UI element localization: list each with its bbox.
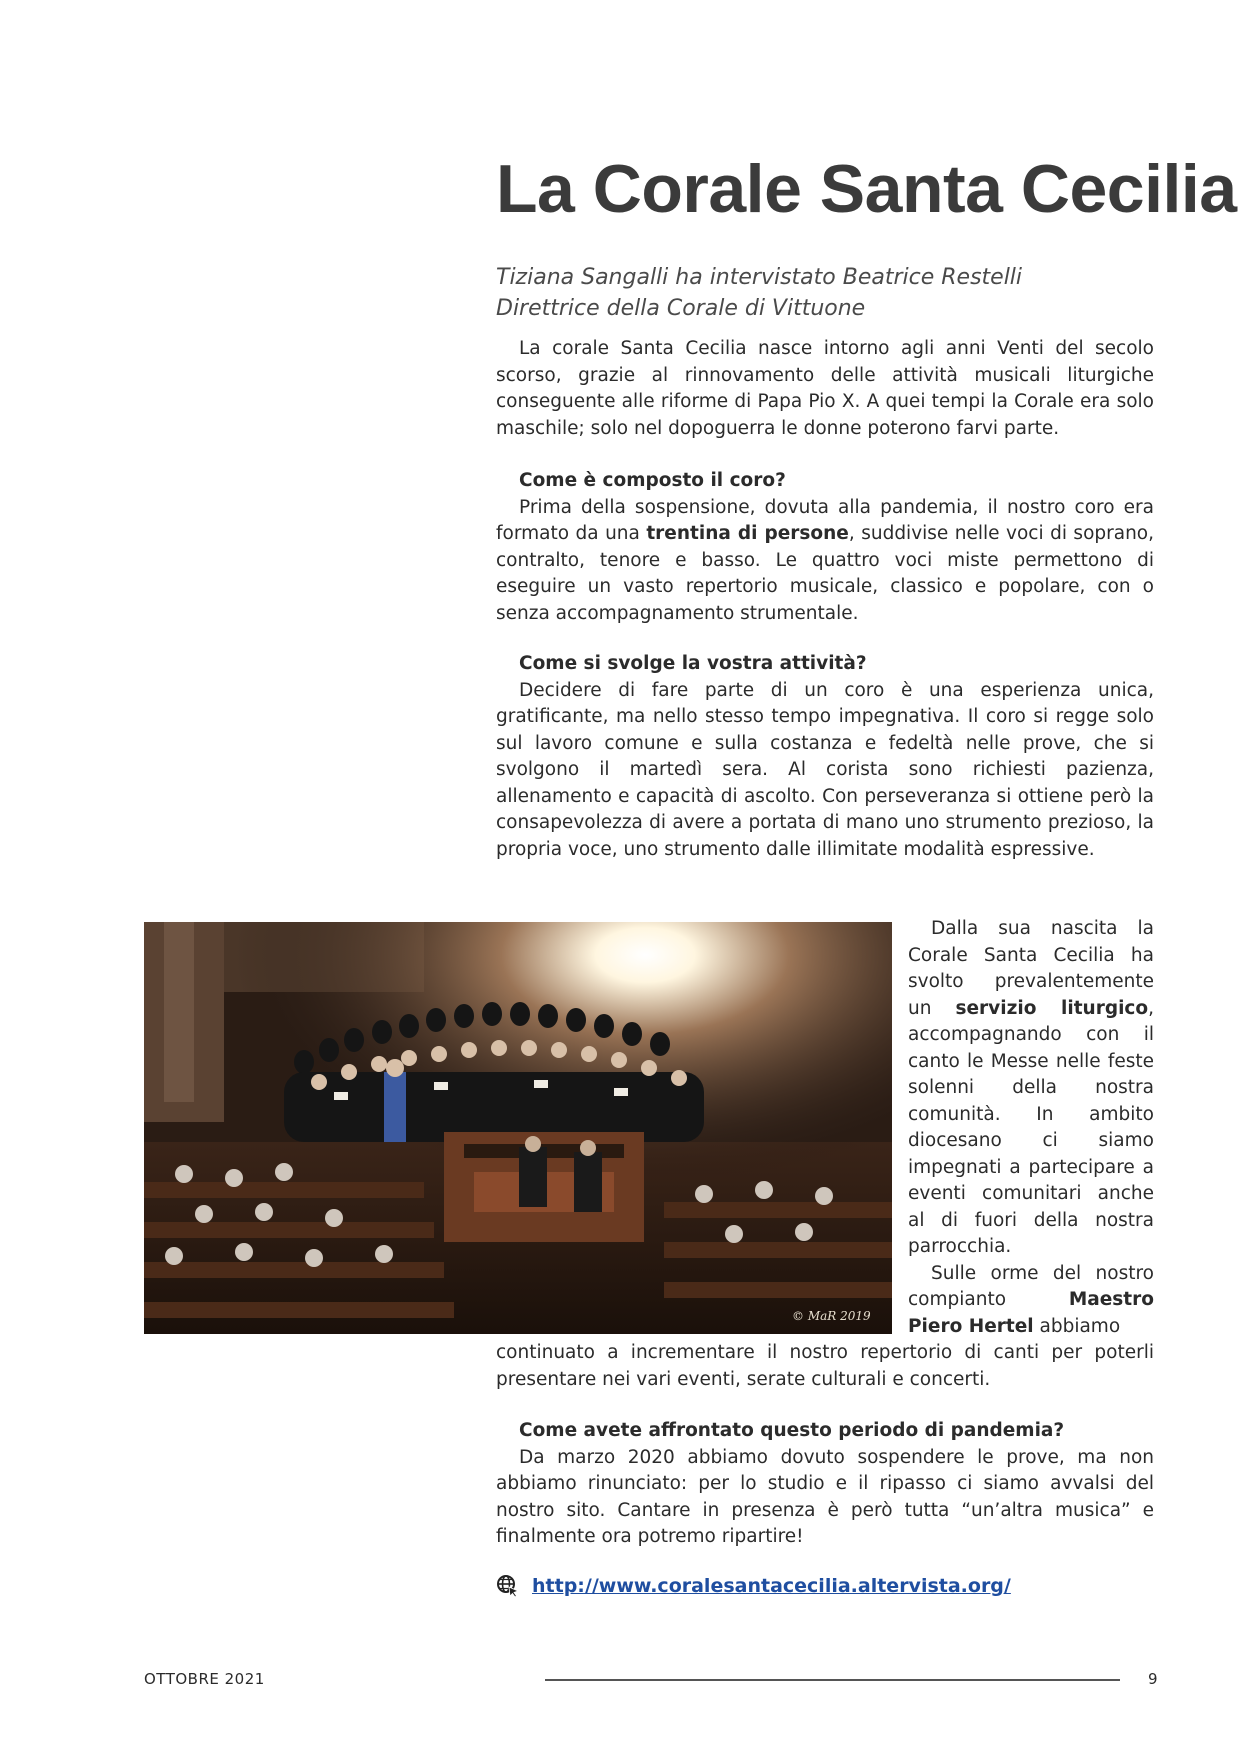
page-number: 9 [1148, 1670, 1158, 1688]
q3-answer: Da marzo 2020 abbiamo dovuto sospendere le prove, ma non abbiamo rinunciato: per lo studio e il ripasso ci siamo avvalsi del nostro sito. Cantare in presenza è però tutta “un’altra musica” e finalmente ora potremo ripartire! [496, 1446, 1154, 1547]
website-link[interactable]: http://www.coralesantacecilia.altervista.org/ [532, 1575, 1011, 1597]
footer-issue: OTTOBRE 2021 [144, 1670, 265, 1688]
q2-question: Come si svolge la vostra attività? [519, 653, 867, 674]
byline-interviewer: Tiziana Sangalli ha intervistato Beatrice Restelli [496, 265, 1023, 290]
globe-cursor-icon [496, 1574, 520, 1598]
side-column [908, 916, 1154, 1340]
footer-divider [545, 1679, 1120, 1681]
byline-role: Direttrice della Corale di Vittuone [496, 296, 866, 321]
byline [496, 262, 1022, 324]
continuation-paragraph: continuato a incrementare il nostro repertorio di canti per poterli presentare nei vari eventi, serate culturali e concerti. [496, 1342, 1154, 1390]
q3-question: Come avete affrontato questo periodo di pandemia? [519, 1420, 1065, 1441]
choir-in-church-image [144, 922, 892, 1334]
website-link-row [496, 1574, 1011, 1598]
article-title: La Corale Santa Cecilia [496, 151, 1237, 227]
side-paragraph-1: Dalla sua nascita la Corale Santa Cecilia ha svolto prevalentemente un servizio liturgico, accompagnando con il canto le Messe nelle feste solenni della nostra comunità. In ambito diocesano ci siamo impegnati a partecipare a eventi comunitari anche al di fuori della nostra parrocchia. [908, 918, 1154, 1257]
intro-paragraph: La corale Santa Cecilia nasce intorno agli anni Venti del secolo scorso, grazie al rinnovamento delle attività musicali liturgiche conseguente alle riforme di Papa Pio X. A quei tempi la Corale era solo maschile; solo nel dopoguerra le donne poterono farvi parte. [496, 338, 1154, 439]
q2-block [496, 651, 1154, 863]
q3-block [496, 1418, 1154, 1551]
side-paragraph-2: Sulle orme del nostro compianto Maestro Piero Hertel abbiamo [908, 1262, 1154, 1337]
q1-block [496, 468, 1154, 627]
photo-credit: © MaR 2019 [792, 1309, 871, 1323]
choir-photo [144, 922, 892, 1334]
q2-answer: Decidere di fare parte di un coro è una esperienza unica, gratificante, ma nello stesso tempo impegnativa. Il coro si regge solo sul lavoro comune e sulla costanza e fedeltà nelle prove, che si svolgono il martedì sera. Al corista sono richiesti pazienza, allenamento e capacità di ascolto. Con perseveranza si ottiene però la consapevolezza di avere a portata di mano uno strumento prezioso, la propria voce, uno strumento dalle illimitate modalità espressive. [496, 679, 1154, 860]
q1-question: Come è composto il coro? [519, 470, 786, 491]
q1-answer: Prima della sospensione, dovuta alla pandemia, il nostro coro era formato da una trentina di persone, suddivise nelle voci di soprano, contralto, tenore e basso. Le quattro voci miste permettono di eseguire un vasto repertorio musicale, classico e popolare, con o senza accompagnamento strumentale. [496, 496, 1154, 624]
